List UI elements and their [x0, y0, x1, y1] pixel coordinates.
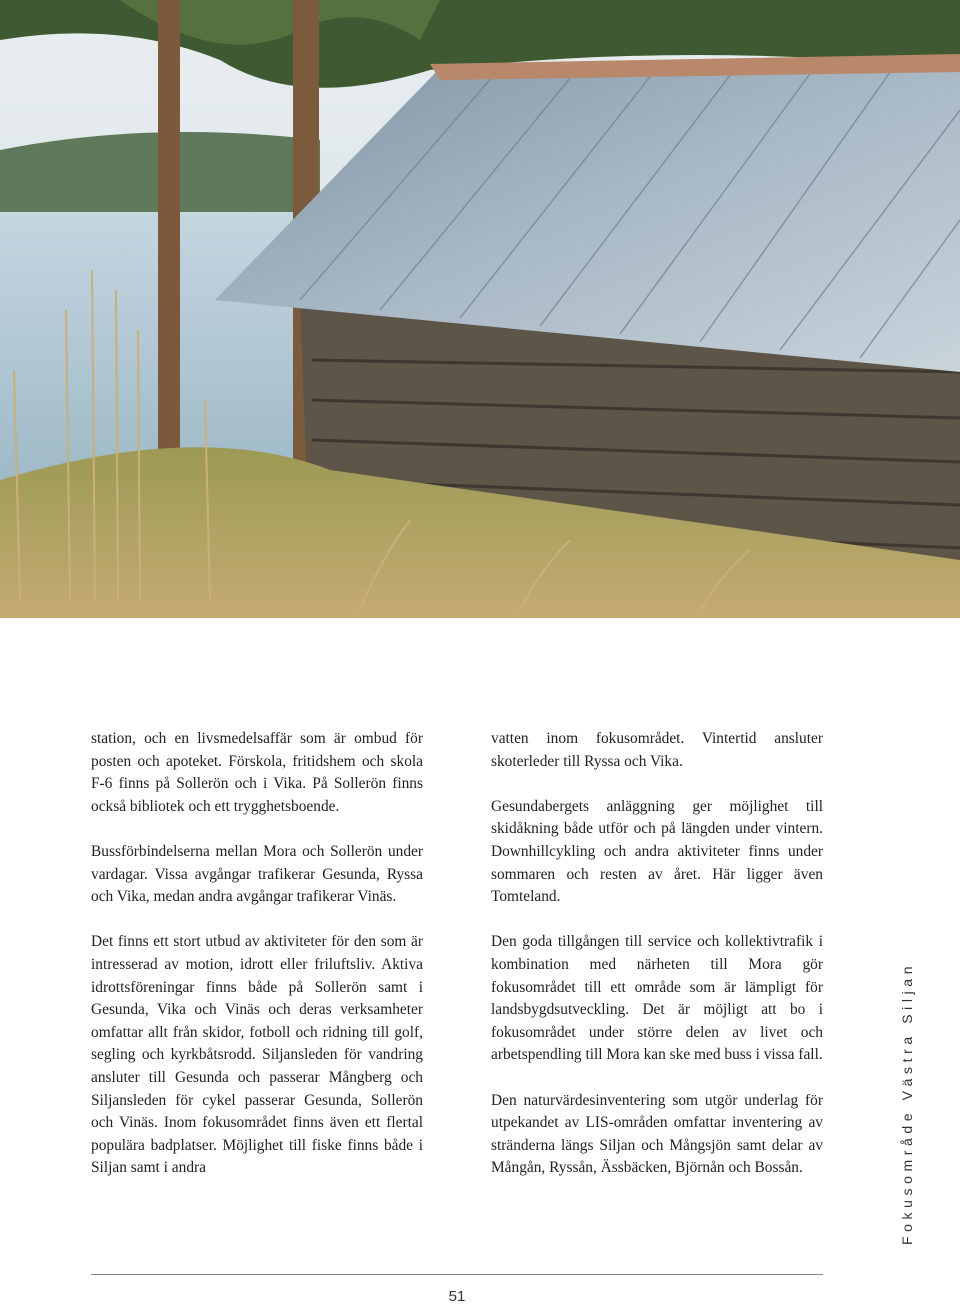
page-number: 51: [448, 1288, 466, 1305]
paragraph: Den goda tillgången till service och kollektivtrafik i kombination med närheten till Mora gör fokusområdet till ett område som är lämpligt för landsbygdsutveckling. Det är möjligt att bo i fokusområdet under större delen av livet och arbetspendling till Mora kan ske med buss i vissa fall.: [491, 933, 823, 1064]
boathouse-illustration: [0, 0, 960, 618]
footer-divider: [91, 1274, 823, 1275]
pine-trunk-left: [158, 0, 180, 510]
paragraph: Bussförbindelserna mellan Mora och Sollerön under vardagar. Vissa avgångar trafikerar Gesunda, Ryssa och Vika, medan andra avgångar trafikerar Vinäs.: [91, 842, 423, 906]
paragraph: station, och en livsmedelsaffär som är ombud för posten och apoteket. Förskola, fritidshem och skola F-6 finns på Sollerön och i Vika. På Sollerön finns också bibliotek och ett trygghetsboende.: [91, 730, 423, 815]
paragraph: Det finns ett stort utbud av aktiviteter för den som är intresserad av motion, idrott eller friluftsliv. Aktiva idrottsföreningar finns både på Sollerön samt i Gesunda, Vika och Vinäs och deras verksamheter omfattar allt från skidor, fotboll och ridning till golf, segling och kyrkbåtsrodd. Siljansleden för vandring ansluter till Gesunda och passerar Mångberg och Siljansleden för cykel passerar Gesunda, Sollerön och Vinäs. Inom fokusområdet finns även ett flertal populära badplatser. Möjlighet till fiske finns både i Siljan samt i andra: [91, 933, 423, 1177]
paragraph: Gesundabergets anläggning ger möjlighet till skidåkning både utför och på längden under vintern. Downhillcykling och andra aktiviteter finns under sommaren och resten av året. Här ligger även Tomteland.: [491, 797, 823, 906]
paragraph: vatten inom fokusområdet. Vintertid ansluter skoterleder till Ryssa och Vika.: [491, 730, 823, 770]
text-column-left: [91, 728, 423, 1202]
paragraph: Den naturvärdesinventering som utgör underlag för utpekandet av LIS-områden omfattar inventering av stränderna längs Siljan och Mångsjön samt delar av Mångån, Ryssån, Ässbäcken, Björnån och Bossån.: [491, 1091, 823, 1177]
text-column-right: [491, 728, 823, 1202]
header-photo: [0, 0, 960, 618]
vertical-section-title: Fokusområde Västra Siljan: [899, 961, 915, 1245]
